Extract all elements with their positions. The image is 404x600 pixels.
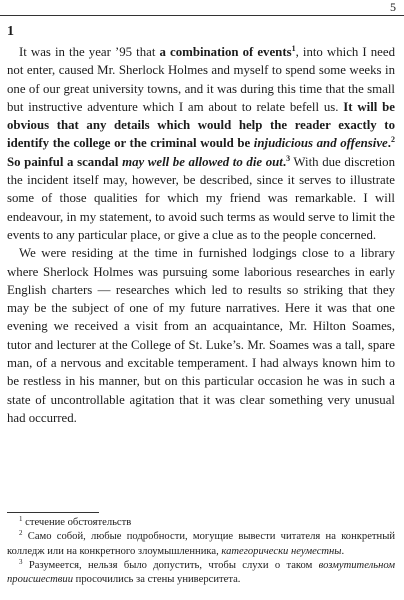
bold-text: So painful a scandal xyxy=(7,154,123,169)
paragraph-1-text: , into which I need not enter, caused Mr. Sherlock Holmes and myself to spend some weeks in one of our great university towns, and it was during this time that the small but instructive adventure which I am about to relate befell us. xyxy=(7,45,395,114)
bold-italic-die-out: may well be allowed to die out xyxy=(122,154,283,169)
bold-phrase-combination-of-events: a combination of events xyxy=(159,45,292,59)
footnote-text: стечение обстоятельств xyxy=(22,517,132,528)
footnote-2 xyxy=(7,530,395,559)
footnote-rule xyxy=(7,512,99,513)
section-number: 1 xyxy=(7,24,14,39)
footnote-ref-3[interactable]: 3 xyxy=(286,153,291,163)
footnote-number: 3 xyxy=(19,557,23,566)
paragraph-2: We were residing at the time in furnished lodgings close to a library where Sherlock Holmes was pursuing some laborious researches in early English charters — researches which led to results so striking that they may be the subject of one of my future narratives. Here it was that one evening we received a visit from an acquaintance, Mr. Hilton Soames, tutor and lecturer at the College of St. Luke’s. Mr. Soames was a tall, spare man, of a nervous and excitable temperament. I had always known him to be restless in his manner, but on this particular occasion he was in such a state of uncontrollable agitation that it was clear something very unusual had occurred. xyxy=(7,246,395,425)
paragraph-1-text: With due discretion the incident itself may, however, be described, since it serves to illustrate some of those qualities for which my friend was remarkable. I will endeavour, in my statement, to avoid such terms as would serve to limit the events to any particular place, or give a clue as to the people concerned. xyxy=(7,154,396,242)
footnote-italic: возмутительном происшествии xyxy=(7,559,395,586)
bold-italic-injudicious: injudicious and offensive xyxy=(253,136,388,151)
paragraph-1 xyxy=(7,43,395,244)
bold-text: . xyxy=(282,154,287,169)
footnote-text: . xyxy=(341,545,345,557)
footnote-text: Разумеется, нельзя было допустить, чтобы слухи о таком xyxy=(22,559,319,571)
main-text xyxy=(7,43,395,427)
footnote-ref-1-number: 1 xyxy=(291,44,296,53)
page-number: 5 xyxy=(390,0,396,14)
footnote-1 xyxy=(7,516,395,530)
bold-text: . xyxy=(387,136,391,151)
footnote-italic: категорически неуместны xyxy=(221,545,342,557)
footnote-ref-2[interactable]: 2 xyxy=(390,135,395,145)
footnote-3 xyxy=(7,559,395,588)
footnotes xyxy=(7,516,395,587)
bold-text: It will be obvious that any details which would help the reader exactly to identify the college or the criminal would be xyxy=(7,99,395,151)
paragraph-1-text: It was in the year ’95 that xyxy=(19,45,160,59)
footnote-number: 2 xyxy=(19,529,23,538)
header-rule xyxy=(0,15,404,16)
footnote-text: Само собой, любые подробности, могущие вывести читателя на конкретный колледж или на конкретного злоумышленника, xyxy=(7,531,395,557)
footnote-number: 1 xyxy=(19,515,23,523)
footnote-text: просочились за стены университета. xyxy=(73,574,241,586)
